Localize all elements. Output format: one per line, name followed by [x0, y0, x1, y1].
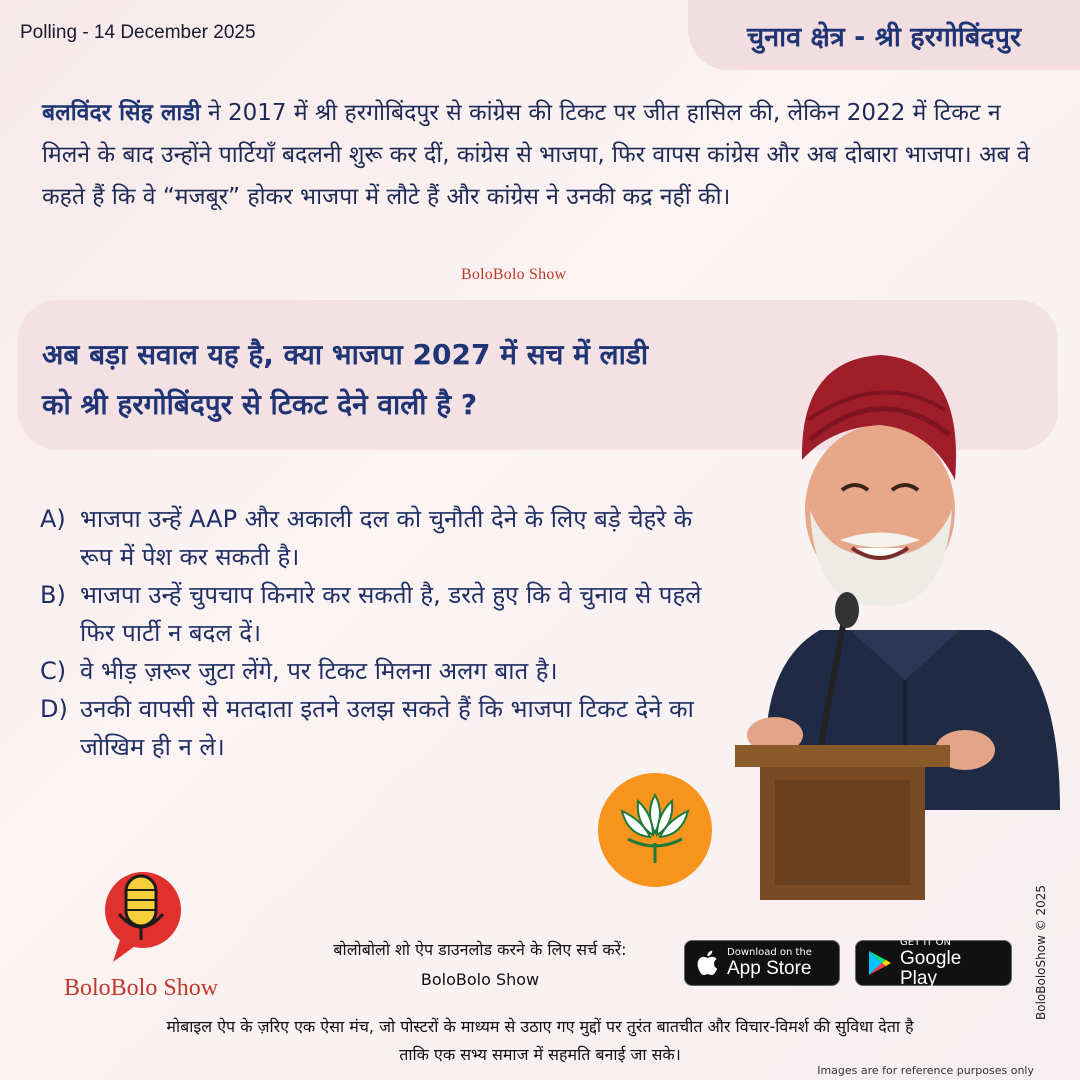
option-letter: B) [40, 581, 66, 609]
search-instruction: बोलोबोलो शो ऐप डाउनलोड करने के लिए सर्च करें: [333, 940, 627, 959]
google-play-small-text: GET IT ON [900, 937, 951, 948]
constituency-tab: चुनाव क्षेत्र - श्री हरगोबिंदपुर [688, 0, 1080, 70]
apple-icon [697, 950, 719, 976]
footer-line-2: ताकि एक सभ्य समाज में सहमति बनाई जा सके। [399, 1045, 681, 1064]
app-store-big-text: App Store [727, 958, 812, 979]
option-text: वे भीड़ ज़रूर जुटा लेंगे, पर टिकट मिलना अलग बात है। [80, 657, 558, 685]
question-line-2: को श्री हरगोबिंदपुर से टिकट देने वाली है ? [42, 388, 478, 421]
app-search-prompt [280, 935, 680, 995]
search-term: BoloBolo Show [420, 970, 540, 989]
intro-text: ने 2017 में श्री हरगोबिंदपुर से कांग्रेस की टिकट पर जीत हासिल की, लेकिन 2022 में टिकट न मिलने के बाद उन्होंने पार्टियाँ बदलनी शुरू कर दीं, कांग्रेस से भाजपा, फिर वापस कांग्रेस और अब दोबारा भाजपा। अब वे कहते हैं कि वे “मजबूर” होकर भाजपा में लौटे हैं और कांग्रेस ने उनकी कद्र नहीं की। [42, 100, 1030, 210]
google-play-big-text: Google Play [900, 948, 962, 989]
option-c [40, 652, 720, 690]
option-text: भाजपा उन्हें AAP और अकाली दल को चुनौती देने के लिए बड़े चेहरे के रूप में पेश कर सकती है। [80, 505, 693, 571]
option-text: भाजपा उन्हें चुपचाप किनारे कर सकती है, डरते हुए कि वे चुनाव से पहले फिर पार्टी न बदल दें। [80, 581, 702, 647]
speaker-illustration [730, 340, 1080, 900]
app-store-label [727, 947, 812, 979]
app-store-small-text: Download on the [727, 947, 812, 958]
option-d [40, 690, 720, 766]
option-a [40, 500, 720, 576]
candidate-name: बलविंदर सिंह लाडी [42, 100, 201, 126]
lotus-icon [598, 773, 712, 887]
watermark: BoloBolo Show [461, 266, 567, 283]
intro-paragraph [42, 92, 1042, 218]
app-store-button[interactable] [684, 940, 840, 986]
footer-description [30, 1013, 1050, 1069]
question-line-1: अब बड़ा सवाल यह है, क्या भाजपा 2027 में सच में लाडी [42, 338, 649, 371]
option-text: उनकी वापसी से मतदाता इतने उलझ सकते हैं कि भाजपा टिकट देने का जोखिम ही न ले। [80, 695, 694, 761]
polling-date: Polling - 14 December 2025 [20, 22, 256, 43]
footer-line-1: मोबाइल ऐप के ज़रिए एक ऐसा मंच, जो पोस्टरों के माध्यम से उठाए गए मुद्दों पर तुरंत बातचीत और विचार-विमर्श की सुविधा देता है [166, 1017, 914, 1036]
brand-name: BoloBolo Show [64, 975, 219, 1001]
question-text [42, 330, 822, 430]
copyright-credit: BoloBoloShow © 2025 [1034, 884, 1048, 1020]
disclaimer: Images are for reference purposes only [817, 1064, 1034, 1077]
options-list [40, 500, 720, 766]
option-letter: C) [40, 657, 67, 685]
microphone-icon [95, 870, 185, 970]
google-play-icon [868, 950, 892, 976]
google-play-button[interactable] [855, 937, 1012, 989]
option-b [40, 576, 720, 652]
option-letter: D) [40, 695, 68, 723]
google-play-label [900, 937, 999, 989]
option-letter: A) [40, 505, 66, 533]
